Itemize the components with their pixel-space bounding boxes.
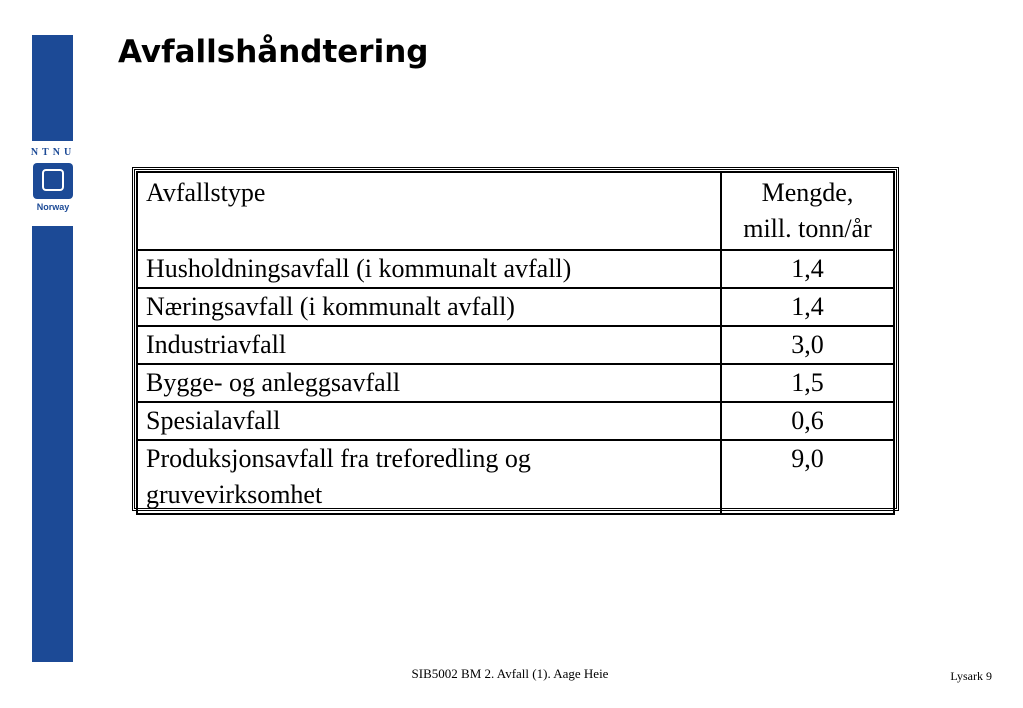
row-amount-cell: 1,4 [721,288,894,326]
table-row [137,440,894,514]
waste-table [136,171,895,515]
row-type-cell: Spesialavfall [137,402,721,440]
header-type-cell: Avfallstype [137,172,721,250]
waste-table-frame [132,167,899,511]
header-amount-cell [721,172,894,250]
ntnu-logo [30,147,76,223]
table-header-row [137,172,894,250]
row-type-cell: Produksjonsavfall fra treforedling og gruvevirksomhet [137,440,721,514]
table-row [137,250,894,288]
row-amount-cell: 3,0 [721,326,894,364]
header-amount-line1: Mengde, [761,178,854,207]
row-amount-cell: 1,5 [721,364,894,402]
brand-stripe-top [32,35,73,141]
footer-slide-number: Lysark 9 [950,669,992,683]
row-type-cell: Bygge- og anleggsavfall [137,364,721,402]
table-row [137,288,894,326]
logo-emblem-icon [33,163,73,199]
brand-stripe-bottom [32,226,73,662]
footer-course-info: SIB5002 BM 2. Avfall (1). Aage Heie [411,666,609,681]
row-type-cell: Husholdningsavfall (i kommunalt avfall) [137,250,721,288]
row-amount-cell: 9,0 [721,440,894,514]
row-amount-cell: 1,4 [721,250,894,288]
logo-norway-text: Norway [36,202,70,212]
table-row [137,402,894,440]
row-type-cell: Næringsavfall (i kommunalt avfall) [137,288,721,326]
row-amount-cell: 0,6 [721,402,894,440]
table-row [137,326,894,364]
header-amount-line2: mill. tonn/år [743,214,872,243]
table-row [137,364,894,402]
page-title: Avfallshåndtering [118,34,429,70]
logo-ntnu-text: NTNU [30,147,76,158]
row-type-cell: Industriavfall [137,326,721,364]
